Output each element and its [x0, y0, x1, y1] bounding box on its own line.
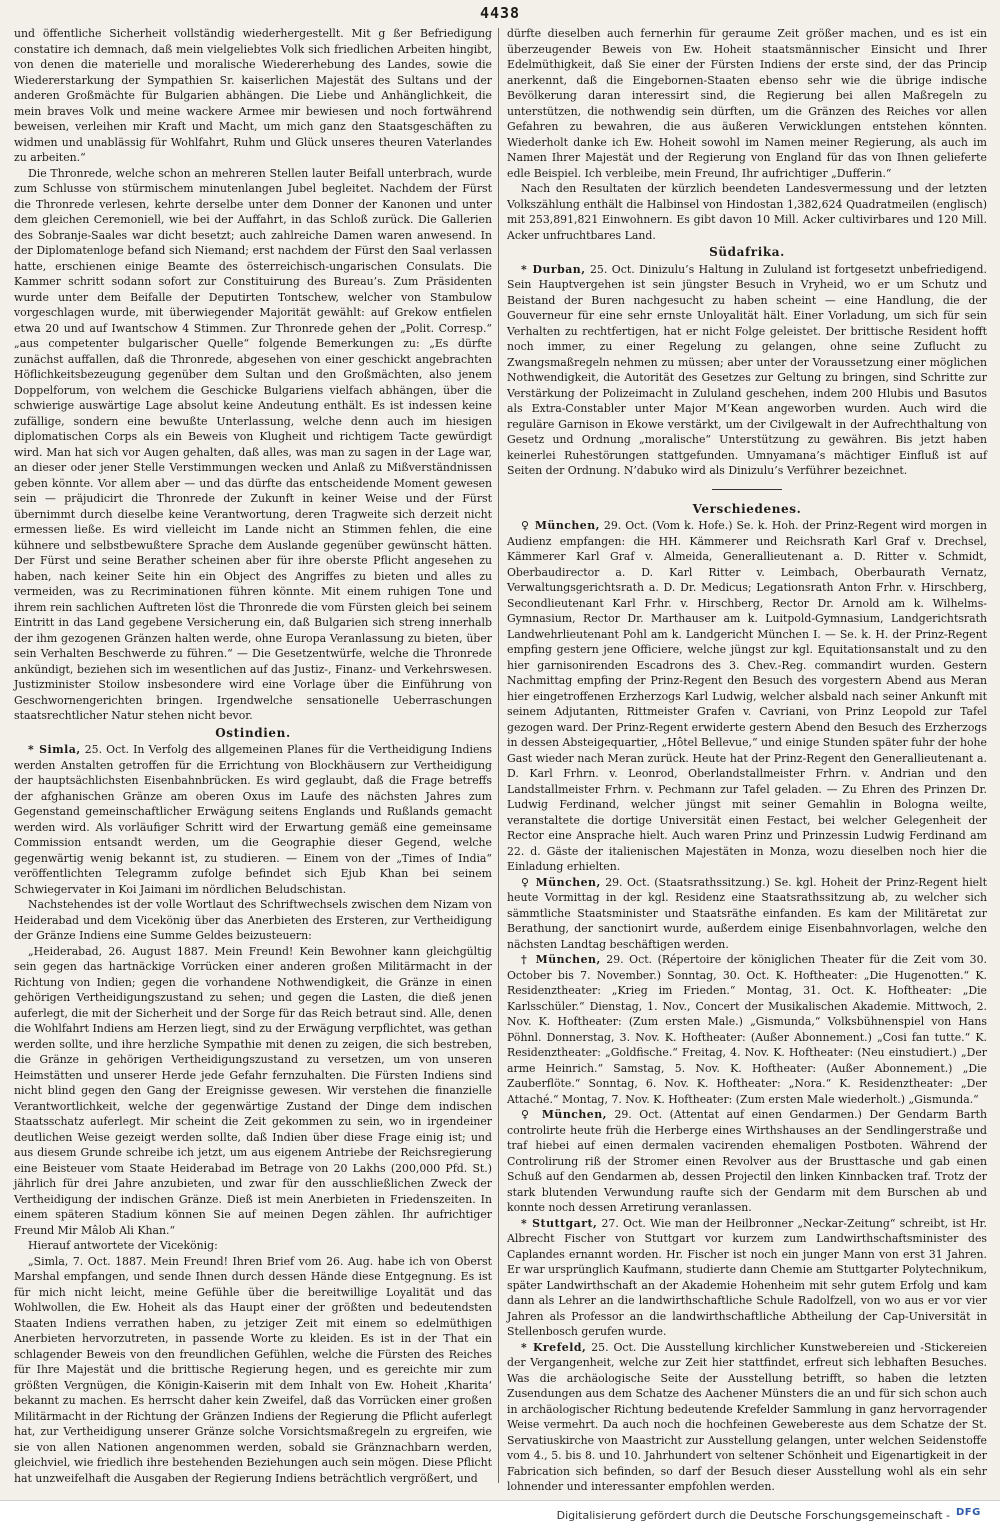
section-heading-verschiedenes: Verschiedenes.	[692, 501, 802, 516]
article-text: 25. Oct. Dinizulu’s Haltung in Zululand ist fortgesetzt unbefriedigend. Sein Hauptvergehen ist sein jüngster Besuch in Vryheid, wo er um Schutz und Beistand der Buren nachgesucht zu haben scheint — eine Handlung, die der Gouverneur für eine sehr ernste Unloyalität hält. Einer Vorladung, um sich für sein Verhalten zu rechtfertigen, hat er nicht Folge geleistet. Der brittische Resident hofft noch immer, zu einer Regelung zu gelangen, ohne seine Zuflucht zu Zwangsmaßregeln nehmen zu müssen; aber unter der Voraussetzung einer möglichen Nothwendigkeit, die Autorität des Gesetzes zur Geltung zu bringen, sind Schritte zur Verstärkung der Polizeimacht in Zululand geschehen, indem 200 Hlubis und Basutos als Extra-Constabler unter Major M’Kean angeworben wurden. Auch wird die reguläre Garnison in Ekowe verstärkt, um der Civilgewalt in der Aufrechthaltung von Gesetz und Ordnung „moralische“ Unterstützung zu gewähren. Bis jetzt haben keinerlei Ruhestörungen stattgefunden. Umnyamana’s mächtiger Einfluß ist auf Seiten der Ordnung. N’dabuko wird als Dinizulu’s Verführer bezeichnet.	[507, 262, 987, 477]
paragraph: Nach den Resultaten der kürzlich beendeten Landesvermessung und der letzten Volkszählung enthält die Halbinsel von Hindostan 1,382,624 Quadratmeilen (englisch) mit 253,891,821 Einwohnern. Es gibt davon 10 Mill. Acker cultivirbares und 120 Mill. Acker unfruchtbares Land.	[507, 182, 987, 242]
paragraph: Nachstehendes ist der volle Wortlaut des Schriftwechsels zwischen dem Nizam von Heiderabad und dem Vicekönig über das Anerbieten des Ersteren, zur Vertheidigung der Gränze Indiens eine Summe Geldes beizusteuern:	[14, 898, 492, 942]
paragraph	[507, 1216, 987, 1340]
paragraph: dürfte dieselben auch fernerhin für geraume Zeit größer machen, und es ist ein überzeugender Beweis von Ew. Hoheit staatsmännischer Einsicht und Ihrer Edelmüthigkeit, daß Sie einer der Fürsten Indiens der erste sind, der das Princip anerkennt, daß die Eingebornen-Staaten ebenso sehr wie die übrige indische Bevölkerung daran interessirt sind, die Regierung bei allen Maßregeln zu unterstützen, die nothwendig sein dürften, um die Gränzen des Reiches vor allen Gefahren zu bewahren, die aus äußeren Verwicklungen entstehen könnten. Wiederholt danke ich Ew. Hoheit sowohl im Namen meiner Regierung, als auch im Namen Ihrer Majestät und der Regierung von England für das von Ihnen gelieferte edle Beispiel. Ich verbleibe, mein Freund, Ihr aufrichtiger „Dufferin.“	[507, 27, 987, 180]
dateline: * Durban,	[521, 262, 586, 276]
article-text: 29. Oct. (Staatsrathssitzung.) Se. kgl. Hoheit der Prinz-Regent hielt heute Vormittag in der kgl. Residenz eine Staatsrathssitzung ab, zu welcher sich sämmtliche Staatsminister und Staatsräthe einfanden. Es kam der Militäretat zur Berathung, der sanctionirt wurde, außerdem einige Eisenbahnvorlagen, welche den nächsten Landtag beschäftigen werden.	[507, 875, 987, 951]
paragraph: „Simla, 7. Oct. 1887. Mein Freund! Ihren Brief vom 26. Aug. habe ich von Oberst Marshal empfangen, und sende Ihnen durch dessen Hände diese Entgegnung. Es ist für mich nicht leicht, meine Gefühle über die bereitwillige Loyalität und das Wohlwollen, die Ew. Hoheit als das Haupt einer der größten und bedeutendsten Staaten Indiens verrathen haben, zu jetziger Zeit mit einem so edelmüthigen Anerbieten hervorzutreten, in passende Worte zu kleiden. Es ist in der That ein schlagender Beweis von den freundlichen Gefühlen, welche die Fürsten des Reiches für Ihre Majestät und die brittische Regierung hegen, und es gereichte mir zum größten Vergnügen, die Königin-Kaiserin mit dem Inhalt von Ew. Hoheit ‚Kharita‘ bekannt zu machen. Es herrscht daher kein Zweifel, daß das Vorrücken einer großen Militärmacht in der Richtung der Gränzen Indiens der Regierung die Pflicht auferlegt hat, zur Vertheidigung unserer Gränze solche Vorsichtsmaßregeln zu ergreifen, wie sie von allen Nationen angenommen werden, sobald sie Gränznachbarn werden, gleichviel, wie friedlich ihre bestehenden Beziehungen auch sein mögen. Diese Pflicht hat unzweifelhaft die Ausgaben der Regierung Indiens beträchtlich vergrößert, und	[14, 1254, 492, 1485]
section-heading-ostindien: Ostindien.	[215, 725, 291, 740]
article-text: 29. Oct. (Répertoire der königlichen Theater für die Zeit vom 30. October bis 7. November.) Sonntag, 30. Oct. K. Hoftheater: „Die Hugenotten.“ K. Residenztheater: „Krieg im Frieden.“ Montag, 31. Oct. K. Hoftheater: „Die Karlsschüler.“ Dienstag, 1. Nov., Concert der Musikalischen Akademie. Mittwoch, 2. Nov. K. Hoftheater: (Zum ersten Male.) „Gismunda,“ Volksbühnenspiel von Hans Pöhnl. Donnerstag, 3. Nov. K. Hoftheater: (Außer Abonnement.) „Cosi fan tutte.“ K. Residenztheater: „Goldfische.“ Freitag, 4. Nov. K. Hoftheater: (Neu einstudiert.) „Der arme Heinrich.“ Samstag, 5. Nov. K. Hoftheater: (Außer Abonnement.) „Die Zauberflöte.“ Sonntag, 6. Nov. K. Hoftheater: „Nora.“ K. Residenztheater: „Der Attaché.“ Montag, 7. Nov. K. Hoftheater: (Zum ersten Male wiederholt.) „Gismunda.“	[507, 953, 987, 1106]
article-text: 25. Oct. In Verfolg des allgemeinen Planes für die Vertheidigung Indiens werden Anstalten getroffen für die Errichtung von Blockhäusern zur Vertheidigung der hauptsächlichsten Eisenbahnbrücken. Es wird geglaubt, daß die Frage betreffs der afghanischen Gränze am oberen Oxus im Laufe des nächsten Jahres zum Gegenstand gemeinschaftlicher Erwägung seitens Englands und Rußlands gemacht werden wird. Als vorläufiger Schritt wird der Erwartung gemäß eine gemeinsame Commission entsandt werden, um die Geographie dieser Gegend, welche gegenwärtig wenig bekannt ist, zu studieren. — Einem von der „Times of India“ veröffentlichten Telegramm zufolge befindet sich Ejub Khan bei seinem Schwiegervater in Koi Jaimani im nördlichen Beludschistan.	[14, 743, 492, 896]
paragraph	[507, 262, 987, 479]
paragraph	[14, 742, 492, 897]
paragraph	[507, 1340, 987, 1495]
footer-bar	[0, 1500, 1000, 1531]
article-text: 27. Oct. Wie man der Heilbronner „Neckar-Zeitung“ schreibt, ist Hr. Albrecht Fischer von Stuttgart vor kurzem zum Landwirthschaftsminister des Caplandes ernannt worden. Hr. Fischer ist noch ein junger Mann von erst 31 Jahren. Er war ursprünglich Kaufmann, studierte dann Chemie am Stuttgarter Polytechnikum, später Landwirthschaft an der Akademie Hohenheim mit sehr gutem Erfolg und kam dann als Lehrer an die landwirthschaftliche Schule Radolfzell, von wo aus er vor vier Jahren als Professor an die landwirthschaftliche Abtheilung der Cap-Universität in Stellenbosch gerufen wurde.	[507, 1216, 987, 1338]
paragraph: „Heiderabad, 26. August 1887. Mein Freund! Kein Bewohner kann gleichgültig sein gegen das hartnäckige Vorrücken einer anderen großen Militärmacht in der Richtung von Indien; gegen die vorhandene Nothwendigkeit, die Gränze in einen gehörigen Vertheidigungszustand zu sehen; und gegen die Lasten, die dieß jenen auferlegt, die mit der Sicherheit und der Sorge für das Reich betraut sind. Alle, denen die Wohlfahrt Indiens am Herzen liegt, sind zu der Erwägung verpflichtet, was gethan werden sollte, und ihre herzliche Sympathie mit denen zu zeigen, die sich bestreben, die Gränze in gehörigen Vertheidigungszustand zu versetzen, um von unseren Heimstätten und unserer Herde jede Gefahr fernzuhalten. Die Fürsten Indiens sind nicht blind gegen den Gang der Ereignisse gewesen. Wir verstehen die finanzielle Verantwortlichkeit, welche der gegenwärtige Zustand der Dinge dem indischen Staatsschatz auferlegt. Mir scheint die Zeit gekommen zu sein, wo in irgendeiner deutlichen Weise gezeigt werden sollte, daß Indien über diese Frage einig ist; und aus diesem Grunde schreibe ich jetzt, um aus eigenem Antriebe der Reichsregierung eine Beisteuer vom Staate Heiderabad im Betrage von 20 Lakhs (200,000 Pfd. St.) jährlich für drei Jahre anzubieten, und zwar für den ausschließlichen Zweck der Vertheidigung der indischen Gränze. Dieß ist mein Anerbieten in Friedenszeiten. In einem späteren Stadium können Sie auf meinen Degen zählen. Ihr aufrichtiger Freund Mir Mâlob Ali Khan.“	[14, 944, 492, 1237]
funding-notice: Digitalisierung gefördert durch die Deutsche Forschungsgemeinschaft -	[556, 1509, 950, 1522]
paragraph	[507, 1107, 987, 1216]
dateline: ♀ München,	[521, 875, 601, 889]
dfg-logo: DFG	[956, 1507, 981, 1518]
paragraph: Hierauf antwortete der Vicekönig:	[28, 1239, 218, 1252]
article-text: 29. Oct. (Vom k. Hofe.) Se. k. Hoh. der Prinz-Regent wird morgen in Audienz empfangen: die HH. Kämmerer und Reichsrath Karl Graf v. Drechsel, Kämmerer Karl Graf v. Almeida, Generallieutenant a. D. Ritter v. Schmidt, Oberbaudirector a. D. Karl Ritter v. Leimbach, Oberbaurath Vernatz, Verwaltungsgerichtsrath a. D. Dr. Medicus; Legationsrath Anton Frhr. v. Hirschberg, Secondlieutenant Karl Frhr. v. Hirschberg, Rector Dr. Arnold am k. Wilhelms-Gymnasium, Rector Dr. Marthauser am k. Luitpold-Gymnasium, Landgerichtsrath Landwehrlieutenant Pohl am k. Landgericht München I. — Se. k. H. der Prinz-Regent empfing gestern jene Officiere, welche jüngst zur kgl. Equitationsanstalt und zu den hier garnisonirenden Escadrons des 3. Chev.-Reg. commandirt wurden. Gestern Nachmittag empfing der Prinz-Regent den Besuch des vorgestern Abend aus Meran hier eingetroffenen Erzherzogs Karl Ludwig, welcher alsbald nach seiner Ankunft mit seinem Adjutanten, Rittmeister Grafen v. Cavriani, von Prinz Leopold zur Tafel gezogen ward. Der Prinz-Regent erwiderte gestern Abend den Besuch des Erzherzogs in dessen Absteigequartier, „Hôtel Bellevue,“ und einige Stunden später fuhr der hohe Gast wieder nach Meran zurück. Heute hat der Prinz-Regent den Generallieutenant a. D. Karl Frhrn. v. Leonrod, Oberlandstallmeister Frhrn. v. Andrian und den Landstallmeister Frhrn. v. Pechmann zur Tafel geladen. — Zu Ehren des Prinzen Dr. Ludwig Ferdinand, welcher jüngst mit seiner Gemahlin in Bologna weilte, veranstaltete die dortige Universität einen Festact, bei welcher Gelegenheit der Rector eine Ansprache hielt. Auch waren Prinz und Prinzessin Ludwig Ferdinand am 22. d. Gäste der italienischen Majestäten in Monza, wozu dieselben noch hier die Einladung erhielten.	[507, 519, 987, 873]
paragraph: und öffentliche Sicherheit vollständig wiederhergestellt. Mit g ßer Befriedigung constatire ich demnach, daß mein vielgeliebtes Volk sich friedlichen Arbeiten hingibt, von denen die materielle und moralische Wiedererhebung des Landes, sowie die Wiedererstarkung der Sympathien Sr. kaiserlichen Majestät des Sultans und der anderen Großmächte für Bulgarien abhängen. Die Liebe und Anhänglichkeit, die mein braves Volk und meine wackere Armee mir bewiesen und noch fortwährend beweisen, verleihen mir Kraft und Macht, um mich ganz den Staatsgeschäften zu widmen und unablässig für Wohlfahrt, Ruhm und Glück unseres theuren Vaterlandes zu arbeiten.“	[14, 27, 492, 164]
article-text: 29. Oct. (Attentat auf einen Gendarmen.) Der Gendarm Barth controlirte heute früh die Herberge eines Wirthshauses an der Sendlingerstraße und traf hiebei auf einen dermalen vacirenden ehemaligen Postboten. Während der Controlirung riß der Stromer einen Revolver aus der Brusttasche und gab einen Schuß auf den Gendarmen ab, dessen Projectil den linken Kinnbacken traf. Trotz der stark blutenden Verwundung raufte sich der Gendarm mit dem Burschen ab und konnte noch dessen Arretirung veranlassen.	[507, 1108, 987, 1214]
left-column	[14, 26, 492, 1486]
paragraph: Die Thronrede, welche schon an mehreren Stellen lauter Beifall unterbrach, wurde zum Schlusse von stürmischem minutenlangen Jubel begleitet. Nachdem der Fürst die Thronrede verlesen, kehrte derselbe unter dem Donner der Kanonen und unter dem gleichen Ceremoniell, wie bei der Auffahrt, in das Schloß zurück. Die Gallerien des Sobranje-Saales war dicht besetzt; auch zahlreiche Damen waren anwesend. In der Diplomatenloge befand sich Niemand; erst nachdem der Fürst den Saal verlassen hatte, erschienen einige Beamte des österreichisch-ungarischen Consulats. Die Kammer schritt sodann sofort zur Constituirung des Bureau’s. Zum Präsidenten wurde unter dem Beifalle der Deputirten Tontschew, welcher von Stambulow vorgeschlagen wurde, mit überwiegender Majorität gewählt: auf Grekow entfielen etwa 20 und auf Iwantschow 4 Stimmen. Zur Thronrede gehen der „Polit. Corresp.“ „aus competenter bulgarischer Quelle“ folgende Bemerkungen zu: „Es dürfte zunächst auffallen, daß die Thronrede, abgesehen von einer geschickt angebrachten Höflichkeitsbezeugung gegenüber dem Sultan und den Großmächten, also jenem Doppelforum, von welchem die Geschicke Bulgariens vielfach abhängen, über die schwierige auswärtige Lage absolut keine Andeutung enthält. Es ist indessen keine zufällige, sondern eine bewußte Unterlassung, welche denn auch im hiesigen diplomatischen Corps als ein Beweis von Klugheit und richtigem Tacte gewürdigt wird. Man hat sich vor Augen gehalten, daß alles, was man zu sagen in der Lage war, an dieser oder jener Stelle Verstimmungen wecken und Anlaß zu Mißverständnissen geben könnte. Vor allem aber — und das dürfte das entscheidende Moment gewesen sein — präjudicirt die Thronrede der Zukunft in keiner Weise und der Fürst übernimmt durch dieselbe keine Verantwortung, deren Tragweite sich derzeit nicht ermessen ließe. Es wird vielleicht im Lande nicht an Stimmen fehlen, die eine kühnere und selbstbewußtere Sprache dem Auslande gegenüber gewünscht hätten. Der Fürst und seine Berather scheinen aber für ihre oberste Pflicht angesehen zu haben, nach keiner Seite hin ein Object des Angriffes zu bieten und alles zu vermeiden, was zu Recriminationen führen könnte. Mit einem ruhigen Tone und ihrem rein sachlichen Auftreten löst die Thronrede die vom Fürsten gleich bei seinem Eintritt in das Land gegebene Versicherung ein, daß Bulgarien sich streng innerhalb der ihm gezogenen Gränzen halten werde, ohne Europa Veranlassung zu bieten, über sein Verhalten Beschwerde zu führen.“ — Die Gesetzentwürfe, welche die Thronrede ankündigt, beziehen sich im wesentlichen auf das Justiz-, Finanz- und Verkehrswesen. Justizminister Stoilow insbesondere wird eine Vorlage über die Einführung von Geschwornengerichten bringen. Irgendwelche sensationelle Ueberraschungen staatsrechtlicher Natur stehen nicht bevor.	[14, 166, 492, 722]
section-separator	[712, 489, 782, 490]
section-heading-suedafrika: Südafrika.	[709, 245, 785, 259]
page-number: 4438	[479, 4, 521, 22]
article-text: 25. Oct. Die Ausstellung kirchlicher Kunstwebereien und -Stickereien der Vergangenheit, welche zur Zeit hier stattfindet, erfreut sich lebhaften Besuches. Was die archäologische Seite der Ausstellung betrifft, so haben die letzten Zusendungen aus dem Schatze des Aachener Münsters die an und für sich schon auch in archäologischer Richtung bedeutende Krefelder Sammlung in ganz hervorragender Weise vermehrt. Da auch noch die hochfeinen Gewebereste aus dem Schatze der St. Servatiuskirche von Maastricht zur Ausstellung gelangen, unter welchen Seidenstoffe vom 4., 5. bis 8. und 10. Jahrhundert von seltener Schönheit und Eigenartigkeit in der Fabrication sich befinden, so darf der Besuch dieser Ausstellung wohl als ein sehr lohnender und interessanter empfohlen werden.	[507, 1340, 988, 1493]
dateline: ♀ München,	[521, 519, 600, 532]
dateline: * Simla,	[28, 743, 81, 756]
dateline: * Stuttgart,	[521, 1216, 598, 1230]
paragraph	[507, 518, 987, 875]
dateline: † München,	[521, 953, 601, 966]
paragraph	[507, 875, 987, 953]
paragraph	[507, 952, 987, 1107]
dateline: ♀ München,	[521, 1108, 607, 1121]
right-column	[507, 26, 988, 1493]
dateline: * Krefeld,	[521, 1340, 587, 1354]
column-divider	[498, 28, 499, 1483]
